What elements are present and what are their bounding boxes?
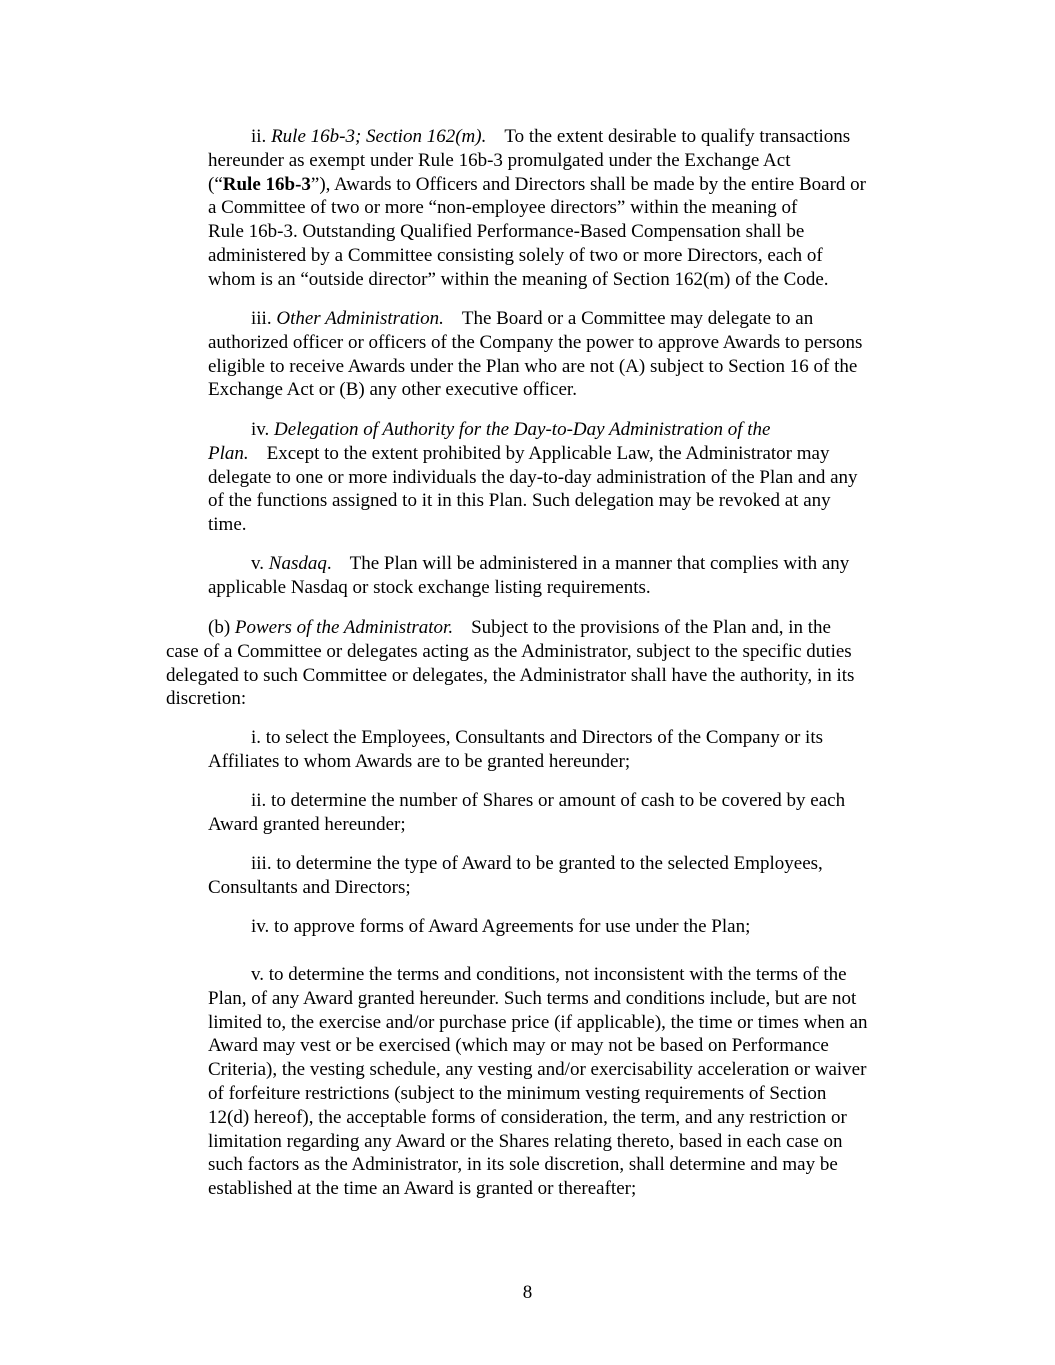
paragraph-line: 12(d) hereof), the acceptable forms of consideration, the term, and any restriction or — [208, 1106, 847, 1128]
paragraph-line: delegated to such Committee or delegates, the Administrator shall have the authority, in its — [166, 664, 855, 686]
paragraph-line: iii. Other Administration. The Board or a Committee may delegate to an — [251, 308, 814, 329]
paragraph-line: Rule 16b-3. Outstanding Qualified Performance-Based Compensation shall be — [208, 221, 805, 243]
item-number: v. — [251, 553, 265, 574]
paragraph-power-i — [208, 726, 823, 774]
item-number: (b) — [208, 617, 231, 638]
item-number: iv. — [251, 419, 270, 440]
paragraph-line: limited to, the exercise and/or purchase price (if applicable), the time or times when an — [208, 1011, 868, 1033]
paragraph-line: delegate to one or more individuals the day-to-day administration of the Plan and any — [208, 466, 858, 488]
paragraph-line: discretion: — [166, 688, 247, 710]
paragraph-line — [208, 418, 858, 442]
paragraph-line: administered by a Committee consisting solely of two or more Directors, each of — [208, 244, 823, 266]
paragraph-line: eligible to receive Awards under the Plan who are not (A) subject to Section 16 of the — [208, 355, 858, 377]
paragraph-line: of the functions assigned to it in this Plan. Such delegation may be revoked at any — [208, 490, 831, 512]
paragraph-iii-other-administration — [208, 307, 862, 402]
paragraph-line: hereunder as exempt under Rule 16b-3 promulgated under the Exchange Act — [208, 149, 791, 171]
paragraph-line: i. to select the Employees, Consultants and Directors of the Company or its — [251, 727, 824, 748]
item-heading: Rule 16b-3; Section 162(m). — [271, 126, 487, 147]
page-number: 8 — [522, 1282, 533, 1303]
item-heading: Powers of the Administrator. — [234, 617, 454, 638]
paragraph-line: Plan. Except to the extent prohibited by Applicable Law, the Administrator may — [208, 442, 830, 464]
paragraph-line: Consultants and Directors; — [208, 876, 411, 898]
paragraph-line: Exchange Act or (B) any other executive officer. — [208, 379, 577, 401]
paragraph-power-v — [208, 963, 867, 1201]
paragraph-line: ii. to determine the number of Shares or amount of cash to be covered by each — [251, 790, 846, 811]
paragraph-iv-delegation — [208, 418, 858, 537]
item-heading-continued: Plan. — [208, 442, 249, 464]
item-heading: Other Administration. — [276, 308, 444, 329]
paragraph-power-ii — [208, 789, 845, 837]
paragraph-line: established at the time an Award is granted or thereafter; — [208, 1178, 637, 1200]
paragraph-ii-rule-16b3 — [208, 125, 866, 292]
paragraph-line: whom is an “outside director” within the meaning of Section 162(m) of the Code. — [208, 268, 829, 290]
item-number: ii. — [251, 126, 267, 147]
paragraph-line: Affiliates to whom Awards are to be granted hereunder; — [208, 750, 631, 772]
paragraph-line: ii. Rule 16b-3; Section 162(m). To the extent desirable to qualify transactions — [251, 126, 851, 147]
paragraph-line: limitation regarding any Award or the Shares relating thereto, based in each case on — [208, 1130, 843, 1152]
paragraph-line: Award granted hereunder; — [208, 813, 406, 835]
paragraph-line: of forfeiture restrictions (subject to the minimum vesting requirements of Section — [208, 1082, 827, 1104]
paragraph-line: authorized officer or officers of the Company the power to approve Awards to persons — [208, 331, 863, 353]
paragraph-line: a Committee of two or more “non-employee directors” within the meaning of — [208, 197, 798, 219]
paragraph-line: applicable Nasdaq or stock exchange listing requirements. — [208, 576, 651, 598]
paragraph-line: (b) Powers of the Administrator. Subject to the provisions of the Plan and, in the — [208, 617, 831, 638]
paragraph-line: iv. to approve forms of Award Agreements for use under the Plan; — [251, 916, 751, 937]
paragraph-v-nasdaq — [208, 552, 849, 600]
item-number: iii. — [251, 308, 272, 329]
paragraph-line: iii. to determine the type of Award to be granted to the selected Employees, — [251, 853, 823, 874]
item-heading: Delegation of Authority for the Day-to-Day Administration of the — [274, 419, 771, 440]
paragraph-line: v. to determine the terms and conditions, not inconsistent with the terms of the — [251, 964, 847, 985]
paragraph-line: Plan, of any Award granted hereunder. Such terms and conditions include, but are not — [208, 987, 857, 1009]
paragraph-line: (“Rule 16b-3”), Awards to Officers and Directors shall be made by the entire Board or — [208, 173, 866, 195]
paragraph-line: case of a Committee or delegates acting as the Administrator, subject to the specific duties — [166, 640, 852, 662]
paragraph-line: Award may vest or be exercised (which may or may not be based on Performance — [208, 1035, 829, 1057]
paragraph-line: v. Nasdaq. The Plan will be administered in a manner that complies with any — [251, 553, 850, 574]
paragraph-power-iv — [208, 915, 750, 939]
paragraph-line: such factors as the Administrator, in its sole discretion, shall determine and may be — [208, 1154, 838, 1176]
paragraph-line: time. — [208, 514, 247, 536]
paragraph-b-powers — [166, 616, 854, 711]
defined-term: Rule 16b-3 — [222, 173, 311, 195]
item-heading: Nasdaq — [268, 553, 327, 574]
paragraph-line: Criteria), the vesting schedule, any vesting and/or exercisability acceleration or waiver — [208, 1059, 867, 1081]
paragraph-power-iii — [208, 852, 823, 900]
